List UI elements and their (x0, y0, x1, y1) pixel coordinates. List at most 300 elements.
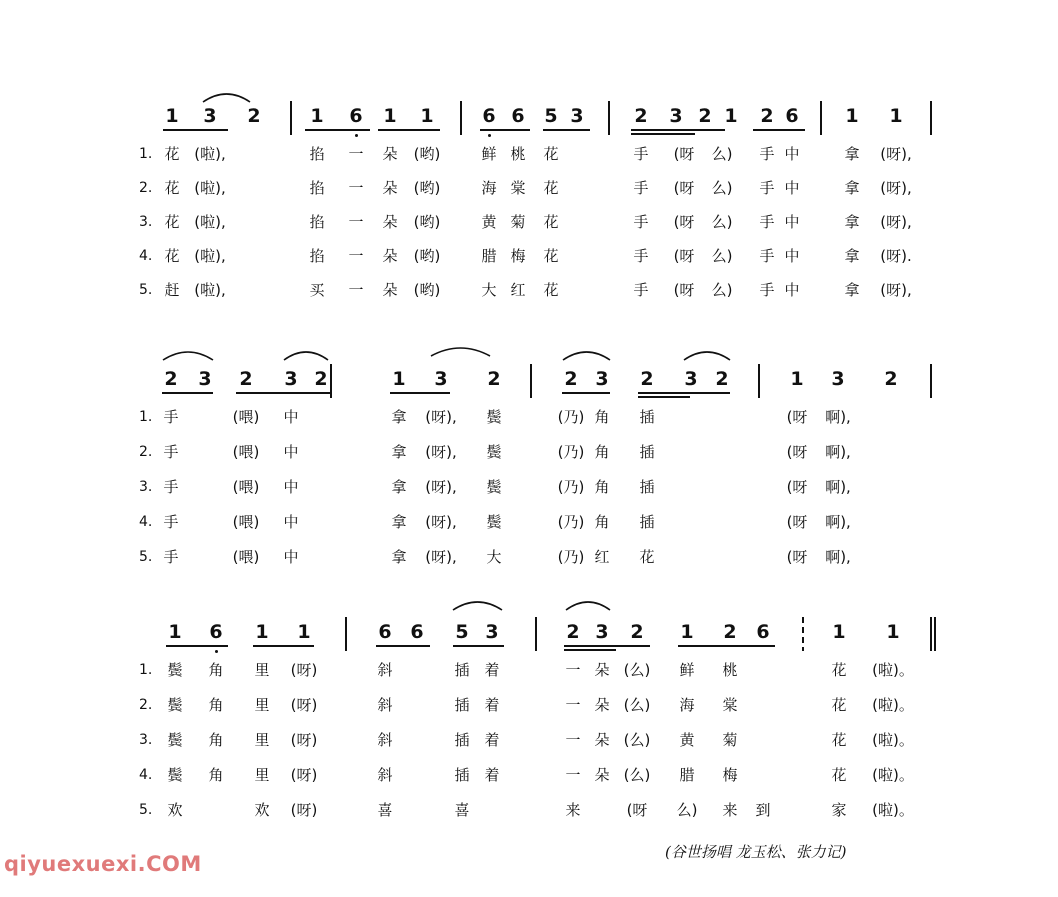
lyric-syllable: (哟) (413, 247, 441, 265)
lyric-syllable: 大 (481, 281, 497, 299)
lyric-syllable: 大 (486, 548, 502, 566)
lyric-syllable: 手 (163, 513, 179, 531)
lyric-syllable: 角 (594, 443, 610, 461)
lyric-syllable: 拿 (391, 548, 407, 566)
lyric-syllable: 鬓 (486, 443, 502, 461)
bar-line (930, 364, 932, 398)
jianpu-note: 1 (383, 105, 397, 127)
lyric-syllable: 啊), (825, 443, 851, 461)
lyric-syllable: 角 (208, 661, 224, 679)
lyric-syllable: 朵 (382, 247, 398, 265)
lyric-syllable: 海 (481, 179, 497, 197)
lyric-syllable: 手 (759, 213, 775, 231)
slur-mark (564, 598, 612, 612)
lyric-syllable: 中 (283, 513, 299, 531)
lyric-syllable: (喂) (232, 408, 260, 426)
lyric-syllable: 角 (594, 513, 610, 531)
jianpu-note: 2 (164, 368, 178, 390)
verse-number: 3. (139, 479, 153, 495)
lyric-syllable: (呀), (880, 281, 912, 299)
beam-underline (378, 129, 440, 131)
lyric-syllable: 一 (348, 179, 364, 197)
lyric-syllable: 来 (722, 801, 738, 819)
lyric-syllable: 到 (755, 801, 771, 819)
jianpu-note: 6 (482, 105, 496, 127)
beam-underline (376, 645, 430, 647)
lyric-syllable: 么) (711, 281, 733, 299)
bar-line (535, 617, 537, 651)
lyric-syllable: (呀) (290, 766, 318, 784)
jianpu-note: 1 (420, 105, 434, 127)
lyric-syllable: 中 (283, 443, 299, 461)
lyric-syllable: 么) (676, 801, 698, 819)
lyric-syllable: 中 (784, 247, 800, 265)
lyric-syllable: 斜 (377, 661, 393, 679)
beam-underline (236, 392, 330, 394)
lyric-syllable: 鬓 (167, 766, 183, 784)
lyric-syllable: 中 (784, 145, 800, 163)
octave-dot (355, 134, 358, 137)
bar-line (758, 364, 760, 398)
jianpu-note: 3 (831, 368, 845, 390)
lyric-syllable: 手 (759, 145, 775, 163)
jianpu-note: 1 (680, 621, 694, 643)
beam-underline (163, 129, 228, 131)
jianpu-note: 6 (511, 105, 525, 127)
lyric-syllable: 欢 (167, 801, 183, 819)
lyric-syllable: 拿 (844, 247, 860, 265)
lyric-syllable: (么) (623, 766, 651, 784)
bar-line (345, 617, 347, 651)
lyric-syllable: 手 (163, 408, 179, 426)
lyric-syllable: 么) (711, 213, 733, 231)
lyric-syllable: 朵 (594, 766, 610, 784)
jianpu-note: 3 (595, 368, 609, 390)
lyric-syllable: 拿 (844, 213, 860, 231)
verse-number: 4. (139, 514, 153, 530)
jianpu-note: 2 (239, 368, 253, 390)
beam-underline (162, 392, 213, 394)
lyric-syllable: 角 (208, 731, 224, 749)
lyric-syllable: 来 (565, 801, 581, 819)
lyric-syllable: 着 (484, 766, 500, 784)
lyric-syllable: 菊 (722, 731, 738, 749)
lyric-syllable: 鬓 (167, 731, 183, 749)
lyric-syllable: 啊), (825, 408, 851, 426)
lyric-syllable: (乃) (557, 478, 585, 496)
bar-line (530, 364, 532, 398)
slur-mark (429, 344, 492, 358)
verse-number: 5. (139, 549, 153, 565)
verse-number: 2. (139, 180, 153, 196)
lyric-syllable: (啦), (194, 247, 226, 265)
jianpu-note: 2 (640, 368, 654, 390)
lyric-syllable: (呀), (880, 213, 912, 231)
lyric-syllable: 朵 (382, 145, 398, 163)
lyric-syllable: 一 (348, 247, 364, 265)
lyric-syllable: (啦), (194, 179, 226, 197)
lyric-syllable: 花 (543, 213, 559, 231)
jianpu-note: 3 (570, 105, 584, 127)
lyric-syllable: 梅 (722, 766, 738, 784)
jianpu-note: 6 (378, 621, 392, 643)
lyric-syllable: 掐 (309, 145, 325, 163)
jianpu-note: 1 (168, 621, 182, 643)
lyric-syllable: (哟) (413, 179, 441, 197)
lyric-syllable: 拿 (391, 513, 407, 531)
octave-dot (215, 650, 218, 653)
bar-line (330, 364, 332, 398)
lyric-syllable: 拿 (844, 145, 860, 163)
lyric-syllable: 鲜 (679, 661, 695, 679)
lyric-syllable: 花 (164, 213, 180, 231)
lyric-syllable: 手 (163, 443, 179, 461)
lyric-syllable: 拿 (391, 408, 407, 426)
credit-line: (谷世扬唱 龙玉松、张力记) (665, 843, 847, 861)
lyric-syllable: (喂) (232, 548, 260, 566)
jianpu-note: 1 (165, 105, 179, 127)
beam-underline (564, 645, 650, 647)
verse-number: 2. (139, 697, 153, 713)
beam-underline (753, 129, 805, 131)
lyric-syllable: 插 (639, 443, 655, 461)
lyric-syllable: 鬓 (486, 478, 502, 496)
lyric-syllable: 菊 (510, 213, 526, 231)
jianpu-note: 3 (595, 621, 609, 643)
lyric-syllable: 海 (679, 696, 695, 714)
lyric-syllable: 角 (594, 408, 610, 426)
lyric-syllable: (啦)。 (872, 801, 914, 819)
lyric-syllable: 插 (454, 661, 470, 679)
lyric-syllable: (啦)。 (872, 731, 914, 749)
lyric-syllable: 着 (484, 731, 500, 749)
lyric-syllable: 朵 (382, 179, 398, 197)
beam-underline (562, 392, 610, 394)
lyric-syllable: 桃 (510, 145, 526, 163)
lyric-syllable: 角 (208, 696, 224, 714)
lyric-syllable: 斜 (377, 766, 393, 784)
lyric-syllable: 桃 (722, 661, 738, 679)
jianpu-note: 3 (203, 105, 217, 127)
jianpu-note: 1 (255, 621, 269, 643)
lyric-syllable: 朵 (594, 731, 610, 749)
lyric-syllable: 么) (711, 247, 733, 265)
lyric-syllable: (哟) (413, 281, 441, 299)
bar-line (930, 101, 932, 135)
lyric-syllable: 手 (633, 179, 649, 197)
lyric-syllable: 黄 (679, 731, 695, 749)
lyric-syllable: (么) (623, 731, 651, 749)
lyric-syllable: 么) (711, 145, 733, 163)
jianpu-note: 1 (790, 368, 804, 390)
lyric-syllable: (喂) (232, 443, 260, 461)
beam-underline (543, 129, 590, 131)
lyric-syllable: 鬓 (486, 513, 502, 531)
lyric-syllable: 鬓 (486, 408, 502, 426)
jianpu-note: 6 (349, 105, 363, 127)
verse-number: 3. (139, 214, 153, 230)
lyric-syllable: 手 (163, 478, 179, 496)
slur-mark (161, 348, 215, 362)
jianpu-note: 6 (209, 621, 223, 643)
lyric-syllable: 花 (831, 766, 847, 784)
lyric-syllable: 买 (309, 281, 325, 299)
lyric-syllable: 中 (784, 179, 800, 197)
verse-number: 5. (139, 282, 153, 298)
beam-underline (631, 133, 695, 135)
watermark-logo: qiyuexuexi.COM (4, 852, 202, 876)
beam-underline (305, 129, 370, 131)
lyric-syllable: (呀 (626, 801, 648, 819)
bar-line (802, 617, 804, 651)
lyric-syllable: (乃) (557, 513, 585, 531)
beam-underline (453, 645, 504, 647)
lyric-syllable: (呀 (786, 548, 808, 566)
lyric-syllable: (呀 (673, 213, 695, 231)
lyric-syllable: (呀 (673, 247, 695, 265)
lyric-syllable: 花 (831, 661, 847, 679)
jianpu-note: 1 (392, 368, 406, 390)
lyric-syllable: (呀) (290, 661, 318, 679)
beam-underline (480, 129, 530, 131)
lyric-syllable: 手 (759, 247, 775, 265)
bar-line (460, 101, 462, 135)
bar-line (608, 101, 610, 135)
lyric-syllable: (乃) (557, 443, 585, 461)
slur-mark (682, 348, 732, 362)
jianpu-note: 3 (284, 368, 298, 390)
jianpu-note: 2 (884, 368, 898, 390)
lyric-syllable: 花 (543, 179, 559, 197)
lyric-syllable: 赶 (164, 281, 180, 299)
lyric-syllable: 棠 (722, 696, 738, 714)
lyric-syllable: 红 (594, 548, 610, 566)
verse-number: 2. (139, 444, 153, 460)
lyric-syllable: 一 (348, 281, 364, 299)
lyric-syllable: 花 (543, 145, 559, 163)
lyric-syllable: 花 (831, 696, 847, 714)
lyric-syllable: (乃) (557, 408, 585, 426)
jianpu-note: 3 (669, 105, 683, 127)
lyric-syllable: 插 (454, 731, 470, 749)
jianpu-note: 1 (845, 105, 859, 127)
lyric-syllable: 腊 (481, 247, 497, 265)
lyric-syllable: (呀), (425, 548, 457, 566)
jianpu-note: 6 (756, 621, 770, 643)
jianpu-note: 2 (698, 105, 712, 127)
verse-number: 1. (139, 662, 153, 678)
beam-underline (253, 645, 314, 647)
lyric-syllable: (啦)。 (872, 766, 914, 784)
lyric-syllable: (呀) (290, 801, 318, 819)
bar-line (930, 617, 932, 651)
lyric-syllable: 花 (543, 247, 559, 265)
verse-number: 5. (139, 802, 153, 818)
lyric-syllable: (喂) (232, 478, 260, 496)
lyric-syllable: 花 (639, 548, 655, 566)
jianpu-note: 2 (314, 368, 328, 390)
lyric-syllable: 一 (565, 661, 581, 679)
lyric-syllable: 花 (164, 179, 180, 197)
lyric-syllable: 拿 (391, 443, 407, 461)
jianpu-note: 5 (455, 621, 469, 643)
jianpu-note: 1 (297, 621, 311, 643)
lyric-syllable: 掐 (309, 179, 325, 197)
lyric-syllable: 喜 (454, 801, 470, 819)
lyric-syllable: (么) (623, 661, 651, 679)
beam-underline (631, 129, 725, 131)
lyric-syllable: 啊), (825, 548, 851, 566)
lyric-syllable: 手 (759, 281, 775, 299)
verse-number: 4. (139, 248, 153, 264)
lyric-syllable: (呀). (880, 247, 912, 265)
verse-number: 1. (139, 146, 153, 162)
beam-underline (678, 645, 775, 647)
slur-mark (561, 348, 612, 362)
beam-underline (390, 392, 450, 394)
jianpu-note: 2 (630, 621, 644, 643)
lyric-syllable: 里 (254, 766, 270, 784)
lyric-syllable: 啊), (825, 513, 851, 531)
lyric-syllable: 么) (711, 179, 733, 197)
lyric-syllable: 插 (454, 766, 470, 784)
lyric-syllable: 中 (283, 548, 299, 566)
lyric-syllable: (呀), (425, 408, 457, 426)
jianpu-note: 2 (564, 368, 578, 390)
lyric-syllable: 红 (510, 281, 526, 299)
beam-underline (564, 649, 616, 651)
lyric-syllable: 朵 (594, 661, 610, 679)
lyric-syllable: (呀) (290, 696, 318, 714)
bar-line (820, 101, 822, 135)
jianpu-note: 6 (410, 621, 424, 643)
lyric-syllable: (呀), (425, 443, 457, 461)
lyric-syllable: 着 (484, 696, 500, 714)
lyric-syllable: 一 (565, 731, 581, 749)
lyric-syllable: (啦), (194, 281, 226, 299)
lyric-syllable: 花 (831, 731, 847, 749)
jianpu-note: 1 (724, 105, 738, 127)
lyric-syllable: 中 (784, 213, 800, 231)
lyric-syllable: 里 (254, 696, 270, 714)
lyric-syllable: 掐 (309, 247, 325, 265)
lyric-syllable: 插 (639, 478, 655, 496)
lyric-syllable: 腊 (679, 766, 695, 784)
jianpu-note: 1 (886, 621, 900, 643)
lyric-syllable: (么) (623, 696, 651, 714)
lyric-syllable: 喜 (377, 801, 393, 819)
lyric-syllable: 梅 (510, 247, 526, 265)
lyric-syllable: 鬓 (167, 696, 183, 714)
lyric-syllable: 插 (639, 408, 655, 426)
lyric-syllable: (呀) (290, 731, 318, 749)
lyric-syllable: 拿 (391, 478, 407, 496)
jianpu-note: 6 (785, 105, 799, 127)
lyric-syllable: 手 (633, 281, 649, 299)
lyric-syllable: (哟) (413, 213, 441, 231)
lyric-syllable: 拿 (844, 179, 860, 197)
lyric-syllable: 手 (163, 548, 179, 566)
lyric-syllable: 掐 (309, 213, 325, 231)
verse-number: 4. (139, 767, 153, 783)
lyric-syllable: (呀 (786, 478, 808, 496)
slur-mark (451, 598, 504, 612)
lyric-syllable: 中 (283, 478, 299, 496)
lyric-syllable: 一 (348, 213, 364, 231)
lyric-syllable: 鲜 (481, 145, 497, 163)
lyric-syllable: (啦), (194, 213, 226, 231)
jianpu-note: 2 (715, 368, 729, 390)
lyric-syllable: (呀 (673, 281, 695, 299)
lyric-syllable: 一 (565, 696, 581, 714)
lyric-syllable: 插 (639, 513, 655, 531)
lyric-syllable: 里 (254, 731, 270, 749)
lyric-syllable: (呀), (880, 145, 912, 163)
beam-underline (638, 396, 690, 398)
lyric-syllable: (乃) (557, 548, 585, 566)
lyric-syllable: (呀 (673, 179, 695, 197)
lyric-syllable: 斜 (377, 696, 393, 714)
slur-mark (201, 90, 252, 104)
lyric-syllable: 中 (784, 281, 800, 299)
lyric-syllable: (呀), (880, 179, 912, 197)
lyric-syllable: (哟) (413, 145, 441, 163)
jianpu-note: 5 (544, 105, 558, 127)
jianpu-note: 2 (723, 621, 737, 643)
lyric-syllable: 斜 (377, 731, 393, 749)
jianpu-note: 3 (684, 368, 698, 390)
lyric-syllable: 花 (164, 145, 180, 163)
lyric-syllable: 拿 (844, 281, 860, 299)
beam-underline (638, 392, 730, 394)
jianpu-note: 3 (198, 368, 212, 390)
lyric-syllable: (呀 (786, 408, 808, 426)
lyric-syllable: (呀), (425, 513, 457, 531)
verse-number: 3. (139, 732, 153, 748)
lyric-syllable: (啦)。 (872, 696, 914, 714)
lyric-syllable: 花 (543, 281, 559, 299)
jianpu-note: 2 (760, 105, 774, 127)
jianpu-note: 1 (832, 621, 846, 643)
jianpu-note: 3 (434, 368, 448, 390)
lyric-syllable: (呀 (786, 513, 808, 531)
jianpu-note: 1 (889, 105, 903, 127)
lyric-syllable: 着 (484, 661, 500, 679)
lyric-syllable: 棠 (510, 179, 526, 197)
lyric-syllable: 插 (454, 696, 470, 714)
jianpu-note: 2 (247, 105, 261, 127)
lyric-syllable: 角 (594, 478, 610, 496)
lyric-syllable: (呀 (786, 443, 808, 461)
lyric-syllable: 朵 (594, 696, 610, 714)
lyric-syllable: (呀), (425, 478, 457, 496)
verse-number: 1. (139, 409, 153, 425)
lyric-syllable: 朵 (382, 213, 398, 231)
lyric-syllable: (啦), (194, 145, 226, 163)
beam-underline (166, 645, 228, 647)
lyric-syllable: 角 (208, 766, 224, 784)
bar-line (290, 101, 292, 135)
lyric-syllable: 中 (283, 408, 299, 426)
jianpu-note: 3 (485, 621, 499, 643)
lyric-syllable: 手 (633, 145, 649, 163)
lyric-syllable: (喂) (232, 513, 260, 531)
lyric-syllable: 手 (633, 247, 649, 265)
lyric-syllable: (啦)。 (872, 661, 914, 679)
jianpu-note: 2 (634, 105, 648, 127)
lyric-syllable: 啊), (825, 478, 851, 496)
lyric-syllable: 一 (565, 766, 581, 784)
